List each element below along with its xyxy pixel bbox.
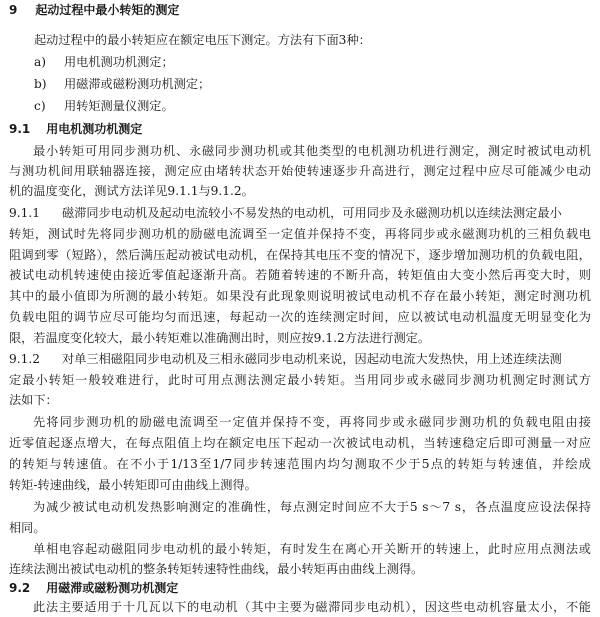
section-number: 9.1 bbox=[9, 122, 31, 136]
paragraph-text: 对单三相磁阻同步电动机及三相永磁同步电动机来说，因起动电流大发热快，用上述连续法测 bbox=[62, 352, 562, 366]
section-number: 9.1.2 bbox=[9, 352, 41, 366]
section-9-2-heading bbox=[9, 578, 178, 598]
paragraph-line: 相同。 bbox=[9, 521, 46, 535]
paragraph-line: 近零值起逐点增大，在每点阻值上均在额定电压下起动一次被试电动机，当转速稳定后即可测量一对应 bbox=[9, 436, 591, 450]
list-marker: c) bbox=[34, 99, 46, 113]
section-9-1-1-line-4: 被试电动机转速使由接近零值起逐渐升高。若随着转速的不断升高，转矩值由大变小然后再变大时，则 bbox=[9, 268, 591, 282]
section-9-1-line-2: 与测功机间用联轴器连接，测定应由堵转状态开始使转速逐步升高进行，测定过程中应尽可能减少电动 bbox=[9, 164, 591, 178]
section-number: 9.2 bbox=[9, 581, 31, 595]
paragraph-line: 连续法测出被试电动机的整条转矩转速特性曲线，最小转矩再由曲线上测得。 bbox=[9, 562, 424, 576]
section-9-1-heading bbox=[9, 119, 142, 139]
method-item-c bbox=[34, 96, 174, 116]
section-9-1-1-first-line bbox=[9, 203, 591, 223]
paragraph-text: 磁滞同步电动机及起动电流较小不易发热的电动机，可用同步及永磁测功机以连续法测定最小 bbox=[62, 206, 562, 220]
paragraph-line: 单相电容起动磁阻同步电动机的最小转矩，有时发生在离心开关断开的转速上，此时应用点测法或 bbox=[33, 542, 591, 556]
section-9-1-1-line-5: 其中的最小值即为所测的最小转矩。如果没有此现象则说明被试电动机不存在最小转矩，测定时测功机 bbox=[9, 289, 591, 303]
list-marker: b) bbox=[34, 77, 47, 91]
section-title: 用电机测功机测定 bbox=[46, 122, 143, 136]
section-number: 9.1.1 bbox=[9, 206, 41, 220]
section-9-1-line-3: 机的温度变化，测试方法详见9.1.1与9.1.2。 bbox=[9, 184, 254, 198]
method-item-a bbox=[34, 52, 174, 72]
section-9-intro: 起动过程中的最小转矩应在额定电压下测定。方法有下面3种： bbox=[34, 33, 371, 47]
section-9-1-2-line-3: 法如下： bbox=[9, 393, 58, 407]
section-9-1-1-line-7: 限，若温度变化较大，最小转矩难以准确测出时，则应按9.1.2方法进行测定。 bbox=[9, 331, 431, 345]
section-9-1-1-line-3: 阻调到零（短路），然后满压起动被试电动机，在保持其电压不变的情况下，逐步增加测功机的负载电阻， bbox=[9, 248, 591, 262]
section-9-1-2-first-line bbox=[9, 349, 591, 369]
section-number: 9 bbox=[9, 3, 18, 17]
section-9-1-2-line-2: 定最小转矩一般较难进行，此时可用点测法测定最小转矩。当用同步或永磁同步测功机测定时测试方 bbox=[9, 373, 591, 387]
section-9-heading bbox=[9, 0, 179, 20]
paragraph-line: 的转矩与转速值。在不小于1/13至1/7同步转速范围内均匀测取不少于5点的转矩与转速值，并绘成 bbox=[9, 457, 591, 471]
list-text: 用磁滞或磁粉测功机测定； bbox=[64, 77, 211, 91]
section-9-1-line-1: 最小转矩可用同步测功机、永磁同步测功机或其他类型的电机测功机进行测定，测定时被试电动机 bbox=[33, 144, 591, 158]
paragraph-line: 为减少被试电动机发热影响测定的准确性，每点测定时间应不大于5 s～7 s，各点温度应设法保持 bbox=[33, 500, 591, 514]
section-title: 用磁滞或磁粉测功机测定 bbox=[46, 581, 179, 595]
section-9-2-line-1: 此法主要适用于十几瓦以下的电动机（其中主要为磁滞同步电动机），因这些电动机容量太小，不能 bbox=[33, 600, 591, 614]
list-text: 用转矩测量仪测定。 bbox=[64, 99, 174, 113]
section-9-1-1-line-6: 负载电阻的调节应尽可能均匀而迅速，每起动一次的连续测定时间，应以被试电动机温度无明显变化为 bbox=[9, 310, 591, 324]
paragraph-line: 先将同步测功机的励磁电流调至一定值并保持不变，再将同步或永磁同步测功机的负载电阻由接 bbox=[33, 415, 591, 429]
paragraph-line: 转矩-转速曲线，最小转矩即可由曲线上测得。 bbox=[9, 478, 257, 492]
list-marker: a) bbox=[34, 55, 47, 69]
method-item-b bbox=[34, 74, 210, 94]
section-9-1-1-line-2: 转矩，测试时先将同步测功机的励磁电流调至一定值并保持不变，再将同步或永磁测功机的三相负载电 bbox=[9, 227, 591, 241]
section-title: 起动过程中最小转矩的测定 bbox=[35, 3, 180, 17]
list-text: 用电机测功机测定； bbox=[64, 55, 174, 69]
